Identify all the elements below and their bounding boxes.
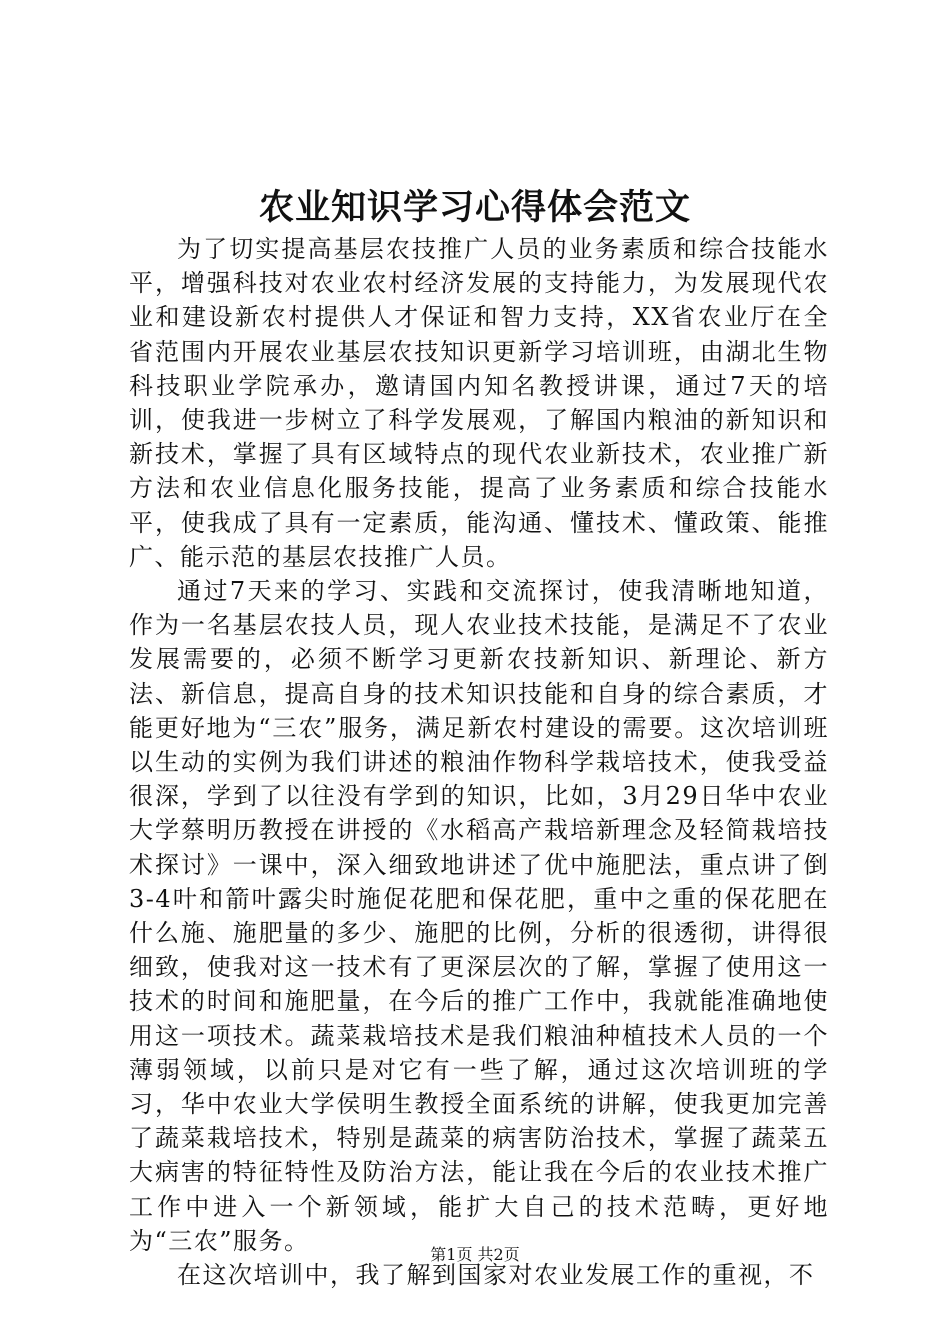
- document-body: [129, 232, 829, 1292]
- page-number-footer: 第1页 共2页: [430, 1245, 520, 1264]
- paragraph: 通过7天来的学习、实践和交流探讨，使我清晰地知道，作为一名基层农技人员，现人农业技术技能，是满足不了农业发展需要的，必须不断学习更新农技新知识、新理论、新方法、新信息，提高自身的技术知识技能和自身的综合素质，才能更好地为“三农”服务，满足新农村建设的需要。这次培训班以生动的实例为我们讲述的粮油作物科学栽培技术，使我受益很深，学到了以往没有学到的知识，比如，3月29日华中农业大学蔡明历教授在讲授的《水稻高产栽培新理念及轻简栽培技术探讨》一课中，深入细致地讲述了优中施肥法，重点讲了倒3-4叶和箭叶露尖时施促花肥和保花肥，重中之重的保花肥在什么施、施肥量的多少、施肥的比例，分析的很透彻，讲得很细致，使我对这一技术有了更深层次的了解，掌握了使用这一技术的时间和施肥量，在今后的推广工作中，我就能准确地使用这一项技术。蔬菜栽培技术是我们粮油种植技术人员的一个薄弱领域，以前只是对它有一些了解，通过这次培训班的学习，华中农业大学侯明生教授全面系统的讲解，使我更加完善了蔬菜栽培技术，特别是蔬菜的病害防治技术，掌握了蔬菜五大病害的特征特性及防治方法，能让我在今后的农业技术推广工作中进入一个新领域，能扩大自己的技术范畴，更好地为“三农”服务。: [129, 577, 829, 1255]
- document-title: 农业知识学习心得体会范文: [258, 187, 691, 228]
- paragraph: 为了切实提高基层农技推广人员的业务素质和综合技能水平，增强科技对农业农村经济发展的支持能力，为发展现代农业和建设新农村提供人才保证和智力支持，XX省农业厅在全省范围内开展农业基层农技知识更新学习培训班，由湖北生物科技职业学院承办，邀请国内知名教授讲课，通过7天的培训，使我进一步树立了科学发展观，了解国内粮油的新知识和新技术，掌握了具有区域特点的现代农业新技术，农业推广新方法和农业信息化服务技能，提高了业务素质和综合技能水平，使我成了具有一定素质，能沟通、懂技术、懂政策、能推广、能示范的基层农技推广人员。: [129, 235, 829, 571]
- paragraph: 在这次培训中，我了解到国家对农业发展工作的重视，不: [177, 1261, 815, 1290]
